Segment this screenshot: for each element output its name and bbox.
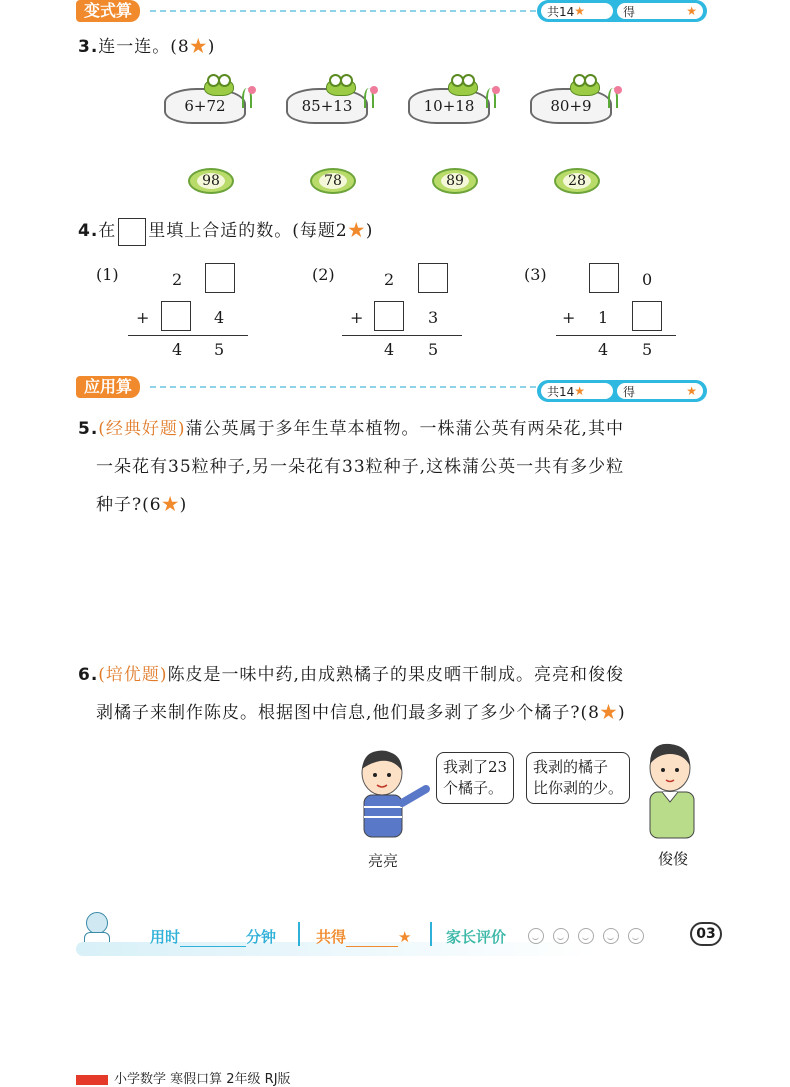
pad-label: 78: [319, 173, 347, 189]
stone-group-1: [164, 78, 254, 124]
answer-box[interactable]: [418, 263, 448, 293]
blank-box-sample: [118, 218, 146, 246]
question-number: 6.: [78, 665, 99, 685]
got-label: 得: [623, 384, 636, 399]
flower-icon: [492, 86, 500, 94]
question-5: [78, 410, 718, 524]
name-right: 俊俊: [658, 850, 689, 868]
question-line: 蒲公英属于多年生草本植物。一株蒲公英有两朵花,其中: [185, 419, 624, 439]
star-icon: ★: [686, 384, 697, 398]
lily-pad-icon[interactable]: [432, 168, 478, 194]
total-pill: [541, 3, 613, 19]
footer-separator: [430, 922, 432, 946]
stone-expression[interactable]: [530, 88, 612, 124]
sum-line: [342, 335, 462, 336]
digit: 5: [642, 340, 653, 359]
sum-line: [556, 335, 676, 336]
stone-group-2: [286, 78, 376, 124]
frog-icon: [570, 78, 600, 96]
smiley-icon[interactable]: [603, 928, 619, 944]
score-blank[interactable]: [346, 946, 398, 947]
time-label: 用时: [150, 928, 181, 946]
question-line: 陈皮是一味中药,由成熟橘子的果皮晒干制成。亮亮和俊俊: [167, 665, 624, 685]
minutes-label: 分钟: [246, 928, 277, 946]
answer-box[interactable]: [589, 263, 619, 293]
speech-bubble-left: 我剥了23 个橘子。: [436, 752, 514, 804]
digit: 4: [172, 340, 183, 359]
flower-icon: [370, 86, 378, 94]
question-text-post: 里填上合适的数。(每题2: [148, 221, 348, 241]
stone-label: 85+13: [301, 97, 353, 115]
stone-label: 6+72: [184, 97, 226, 115]
stone-expression[interactable]: [286, 88, 368, 124]
plus-sign: +: [350, 308, 364, 327]
question-number: 3.: [78, 37, 99, 57]
answer-box[interactable]: [161, 301, 191, 331]
stone-expression[interactable]: [164, 88, 246, 124]
star-icon: ★: [161, 495, 180, 515]
page-number: 03: [690, 922, 722, 946]
frog-icon: [448, 78, 478, 96]
section-divider: [150, 386, 536, 388]
boy-icon: [628, 738, 708, 842]
star-icon: ★: [599, 703, 618, 723]
stone-group-3: [408, 78, 498, 124]
problem-label: (2): [312, 265, 335, 284]
pad-label: 98: [197, 173, 225, 189]
digit: 2: [384, 270, 395, 289]
paren-close: ): [617, 703, 626, 723]
answer-box[interactable]: [632, 301, 662, 331]
frog-icon: [204, 78, 234, 96]
flower-icon: [614, 86, 622, 94]
plus-sign: +: [136, 308, 150, 327]
question-number: 4.: [78, 221, 99, 241]
question-line: 一朵花有35粒种子,另一朵花有33粒种子,这株蒲公英一共有多少粒: [96, 457, 625, 477]
frog-icon: [326, 78, 356, 96]
pad-label: 89: [441, 173, 469, 189]
answer-box[interactable]: [205, 263, 235, 293]
star-icon: ★: [574, 384, 586, 398]
score-label: 共得: [316, 928, 347, 946]
paren-close: ): [179, 495, 188, 515]
smiley-icon[interactable]: [578, 928, 594, 944]
question-text: 连一连。(8: [98, 37, 190, 57]
digit: 4: [598, 340, 609, 359]
section-tag-variant: 变式算: [76, 0, 140, 22]
star-icon: ★: [398, 928, 412, 946]
stone-expression[interactable]: [408, 88, 490, 124]
digit: 3: [428, 308, 439, 327]
pad-label: 28: [563, 173, 591, 189]
time-blank[interactable]: [180, 946, 246, 947]
smiley-icon[interactable]: [553, 928, 569, 944]
section-divider: [150, 10, 536, 12]
parent-eval: 家长评价: [446, 928, 507, 946]
boy-icon: [350, 745, 430, 845]
star-icon: ★: [189, 37, 208, 57]
section-tag-application: 应用算: [76, 376, 140, 398]
answer-box[interactable]: [374, 301, 404, 331]
score-field: [316, 926, 411, 947]
digit: 1: [598, 308, 609, 327]
question-line: 剥橘子来制作陈皮。根据图中信息,他们最多剥了多少个橘子?(8: [96, 703, 600, 723]
brand-mark: [76, 1075, 108, 1085]
got-pill: [617, 383, 703, 399]
paren-close: ): [207, 37, 216, 57]
stone-group-4: [530, 78, 620, 124]
star-icon: ★: [347, 221, 366, 241]
name-left: 亮亮: [368, 852, 399, 870]
question-4: [78, 212, 373, 250]
smiley-icon[interactable]: [528, 928, 544, 944]
question-line: 种子?(6: [96, 495, 162, 515]
sum-line: [128, 335, 248, 336]
total-label: 共14: [547, 4, 575, 19]
problem-label: (1): [96, 265, 119, 284]
problem-label: (3): [524, 265, 547, 284]
bottom-strip: [76, 1068, 291, 1087]
question-tag: (经典好题): [98, 419, 186, 439]
got-label: 得: [623, 4, 636, 19]
lily-pad-icon[interactable]: [554, 168, 600, 194]
speech-bubble-right: 我剥的橘子 比你剥的少。: [526, 752, 630, 804]
digit: 0: [642, 270, 653, 289]
paren-close: ): [365, 221, 374, 241]
digit: 5: [214, 340, 225, 359]
question-tag: (培优题): [98, 665, 168, 685]
score-box: [537, 0, 707, 22]
footer-separator: [298, 922, 300, 946]
digit: 4: [214, 308, 225, 327]
question-3: [78, 28, 215, 66]
digit: 5: [428, 340, 439, 359]
flower-icon: [248, 86, 256, 94]
lily-pad-icon[interactable]: [188, 168, 234, 194]
total-label: 共14: [547, 384, 575, 399]
digit: 4: [384, 340, 395, 359]
star-icon: ★: [686, 4, 697, 18]
stone-label: 10+18: [423, 97, 475, 115]
question-number: 5.: [78, 419, 99, 439]
bottom-text: 小学数学 寒假口算 2年级 RJ版: [114, 1072, 291, 1087]
question-text-pre: 在: [98, 221, 117, 241]
plus-sign: +: [562, 308, 576, 327]
lily-pad-icon[interactable]: [310, 168, 356, 194]
stone-label: 80+9: [550, 97, 592, 115]
digit: 2: [172, 270, 183, 289]
footer: [76, 922, 726, 952]
question-6: [78, 656, 718, 732]
time-field: [150, 926, 276, 947]
score-box: [537, 380, 707, 402]
got-pill: [617, 3, 703, 19]
star-icon: ★: [574, 4, 586, 18]
total-pill: [541, 383, 613, 399]
smiley-icon[interactable]: [628, 928, 644, 944]
